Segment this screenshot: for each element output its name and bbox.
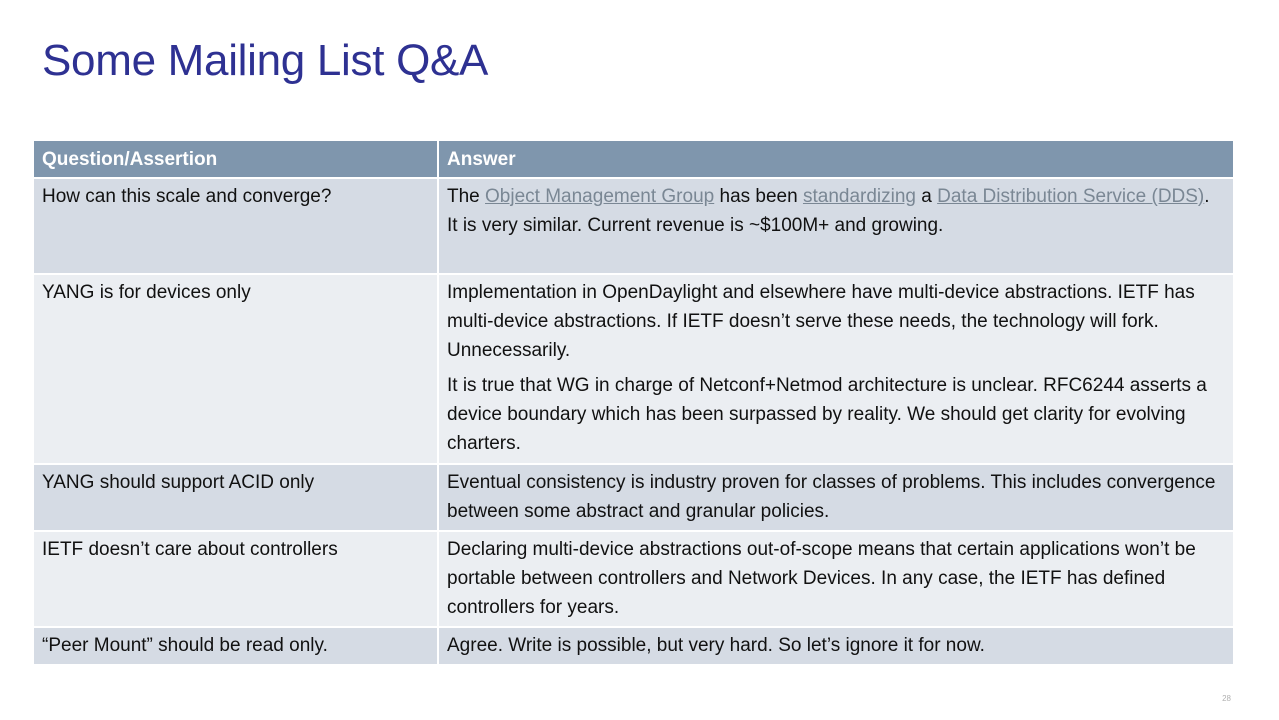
- answer-paragraph: It is true that WG in charge of Netconf+Netmod architecture is unclear. RFC6244 asserts a device boundary which has been surpassed by reality. We should get clarity for evolving charters.: [447, 375, 1207, 454]
- table-row: [34, 531, 1233, 627]
- answer-cell: [438, 178, 1233, 274]
- answer-text: has been: [714, 186, 803, 207]
- question-cell: “Peer Mount” should be read only.: [34, 627, 438, 665]
- answer-text: a: [916, 186, 938, 207]
- column-header-question: Question/Assertion: [34, 141, 438, 178]
- answer-cell: Eventual consistency is industry proven for classes of problems. This includes convergence between some abstract and granular policies.: [438, 464, 1233, 531]
- question-cell: IETF doesn’t care about controllers: [34, 531, 438, 627]
- qa-table: [34, 141, 1233, 666]
- answer-text: . It is very similar. Current revenue is ~$100M+ and growing.: [447, 186, 1210, 236]
- question-cell: YANG should support ACID only: [34, 464, 438, 531]
- answer-cell: [438, 274, 1233, 464]
- table-header-row: [34, 141, 1233, 178]
- answer-cell: Agree. Write is possible, but very hard. So let’s ignore it for now.: [438, 627, 1233, 665]
- link-standardizing[interactable]: standardizing: [802, 186, 916, 207]
- column-header-answer: Answer: [438, 141, 1233, 178]
- link-object-management-group[interactable]: Object Management Group: [485, 186, 715, 207]
- link-dds[interactable]: Data Distribution Service (DDS): [937, 186, 1205, 207]
- table-row: [34, 274, 1233, 464]
- slide-title: Some Mailing List Q&A: [42, 36, 489, 85]
- question-cell: How can this scale and converge?: [34, 178, 438, 274]
- answer-text: The: [447, 186, 486, 207]
- question-cell: YANG is for devices only: [34, 274, 438, 464]
- table-row: [34, 178, 1233, 274]
- table-row: [34, 627, 1233, 665]
- answer-paragraph: Implementation in OpenDaylight and elsewhere have multi-device abstractions. IETF has multi-device abstractions. If IETF doesn’t serve these needs, the technology will fork. Unnecessarily.: [447, 282, 1195, 361]
- page-number: 28: [1222, 694, 1231, 703]
- answer-cell: Declaring multi-device abstractions out-of-scope means that certain applications won’t be portable between controllers and Network Devices. In any case, the IETF has defined controllers for years.: [438, 531, 1233, 627]
- table-row: [34, 464, 1233, 531]
